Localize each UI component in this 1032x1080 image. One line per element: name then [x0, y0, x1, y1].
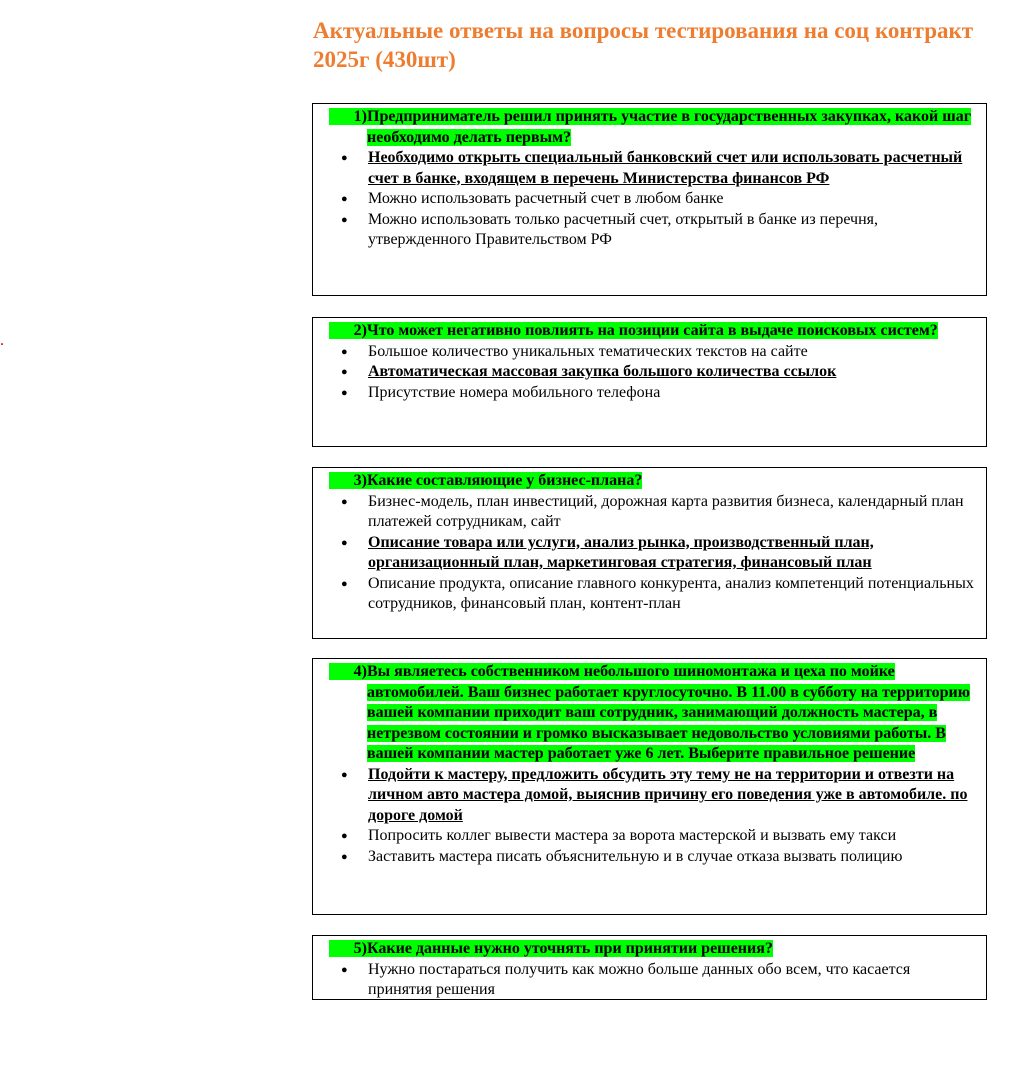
question-heading — [313, 107, 978, 148]
bullet-icon: ● — [341, 830, 348, 842]
answer-option — [313, 960, 978, 1001]
answer-text: Описание товара или услуги, анализ рынка, производственный план, организационный план, маркетинговая стратегия, финансовый план — [368, 533, 874, 571]
bullet-icon: ● — [341, 193, 348, 205]
question-box-1 — [312, 103, 987, 296]
answer-list — [313, 342, 978, 404]
answer-list — [313, 765, 978, 868]
stray-mark: . — [0, 332, 4, 349]
question-number: 4) — [329, 663, 367, 680]
answer-option-correct — [313, 533, 978, 574]
bullet-icon: ● — [341, 152, 348, 164]
question-box-3 — [312, 467, 987, 639]
question-heading — [313, 939, 978, 960]
question-number: 1) — [329, 108, 367, 125]
bullet-icon: ● — [341, 577, 348, 590]
answer-list — [313, 960, 978, 1001]
question-number: 2) — [329, 322, 367, 339]
answer-option — [313, 492, 978, 533]
answer-option-correct — [313, 765, 978, 827]
answer-option — [313, 847, 978, 868]
answer-text: Заставить мастера писать объяснительную и в случае отказа вызвать полицию — [368, 847, 903, 865]
answer-option-correct — [313, 148, 978, 189]
answer-text: Можно использовать расчетный счет в любом банке — [368, 190, 724, 207]
bullet-icon: ● — [341, 345, 348, 358]
answer-option — [313, 210, 978, 251]
document-title: Актуальные ответы на вопросы тестирования на соц контракт 2025г (430шт) — [313, 18, 974, 72]
answer-text: Попросить коллег вывести мастера за ворота мастерской и вызвать ему такси — [368, 827, 897, 844]
bullet-icon: ● — [341, 386, 348, 399]
question-text: Вы являетесь собственником небольшого шиномонтажа и цеха по мойке автомобилей. Ваш бизнес работает круглосуточно. В 11.00 в субботу на территорию вашей компании приходит ваш сотрудник, занимающий должность мастера, в нетрезвом состоянии и громко высказывает недовольство условиями работы. В вашей компании мастер работает уже 6 лет. Выберите правильное решение — [367, 663, 970, 762]
answer-text: Автоматическая массовая закупка большого количества ссылок — [368, 363, 837, 380]
answer-text: Присутствие номера мобильного телефона — [368, 383, 661, 401]
answer-option — [313, 826, 978, 847]
bullet-icon: ● — [341, 768, 348, 781]
question-text: Предприниматель решил принять участие в государственных закупках, какой шаг необходимо делать первым? — [367, 108, 972, 146]
answer-option — [313, 342, 978, 363]
question-box-4 — [312, 658, 987, 915]
answer-text: Большое количество уникальных тематических текстов на сайте — [368, 342, 808, 360]
bullet-icon: ● — [341, 963, 348, 976]
question-text: Какие составляющие у бизнес-плана? — [367, 472, 643, 489]
answer-text: Бизнес-модель, план инвестиций, дорожная карта развития бизнеса, календарный план платежей сотрудникам, сайт — [368, 492, 964, 530]
bullet-icon: ● — [341, 850, 348, 863]
answer-option — [313, 189, 978, 210]
question-heading — [313, 321, 978, 342]
answer-list — [313, 148, 978, 251]
answer-text: Описание продукта, описание главного конкурента, анализ компетенций потенциальных сотрудников, финансовый план, контент-план — [368, 574, 974, 612]
answer-option — [313, 574, 978, 615]
question-text: Какие данные нужно уточнять при принятии решения? — [367, 940, 773, 957]
answer-text: Можно использовать только расчетный счет, открытый в банке из перечня, утвержденного Правительством РФ — [368, 210, 878, 248]
question-text: Что может негативно повлиять на позиции сайта в выдаче поисковых систем? — [367, 322, 938, 339]
answer-text: Нужно постараться получить как можно больше данных обо всем, что касается принятия решения — [368, 960, 911, 998]
bullet-icon: ● — [341, 536, 348, 549]
answer-text: Необходимо открыть специальный банковский счет или использовать расчетный счет в банке, входящем в перечень Министерства финансов РФ — [368, 149, 963, 187]
bullet-icon: ● — [341, 213, 348, 226]
answer-option — [313, 383, 978, 404]
bullet-icon: ● — [341, 366, 348, 378]
question-heading — [313, 662, 978, 765]
question-number: 5) — [329, 940, 367, 957]
question-box-5 — [312, 935, 987, 1000]
question-number: 3) — [329, 472, 367, 489]
answer-option-correct — [313, 362, 978, 383]
question-box-2 — [312, 317, 987, 447]
answer-list — [313, 492, 978, 615]
question-heading — [313, 471, 978, 492]
answer-text: Подойти к мастеру, предложить обсудить эту тему не на территории и отвезти на личном авто мастера домой, выяснив причину его поведения уже в автомобиле. по дороге домой — [368, 765, 968, 824]
bullet-icon: ● — [341, 495, 348, 508]
